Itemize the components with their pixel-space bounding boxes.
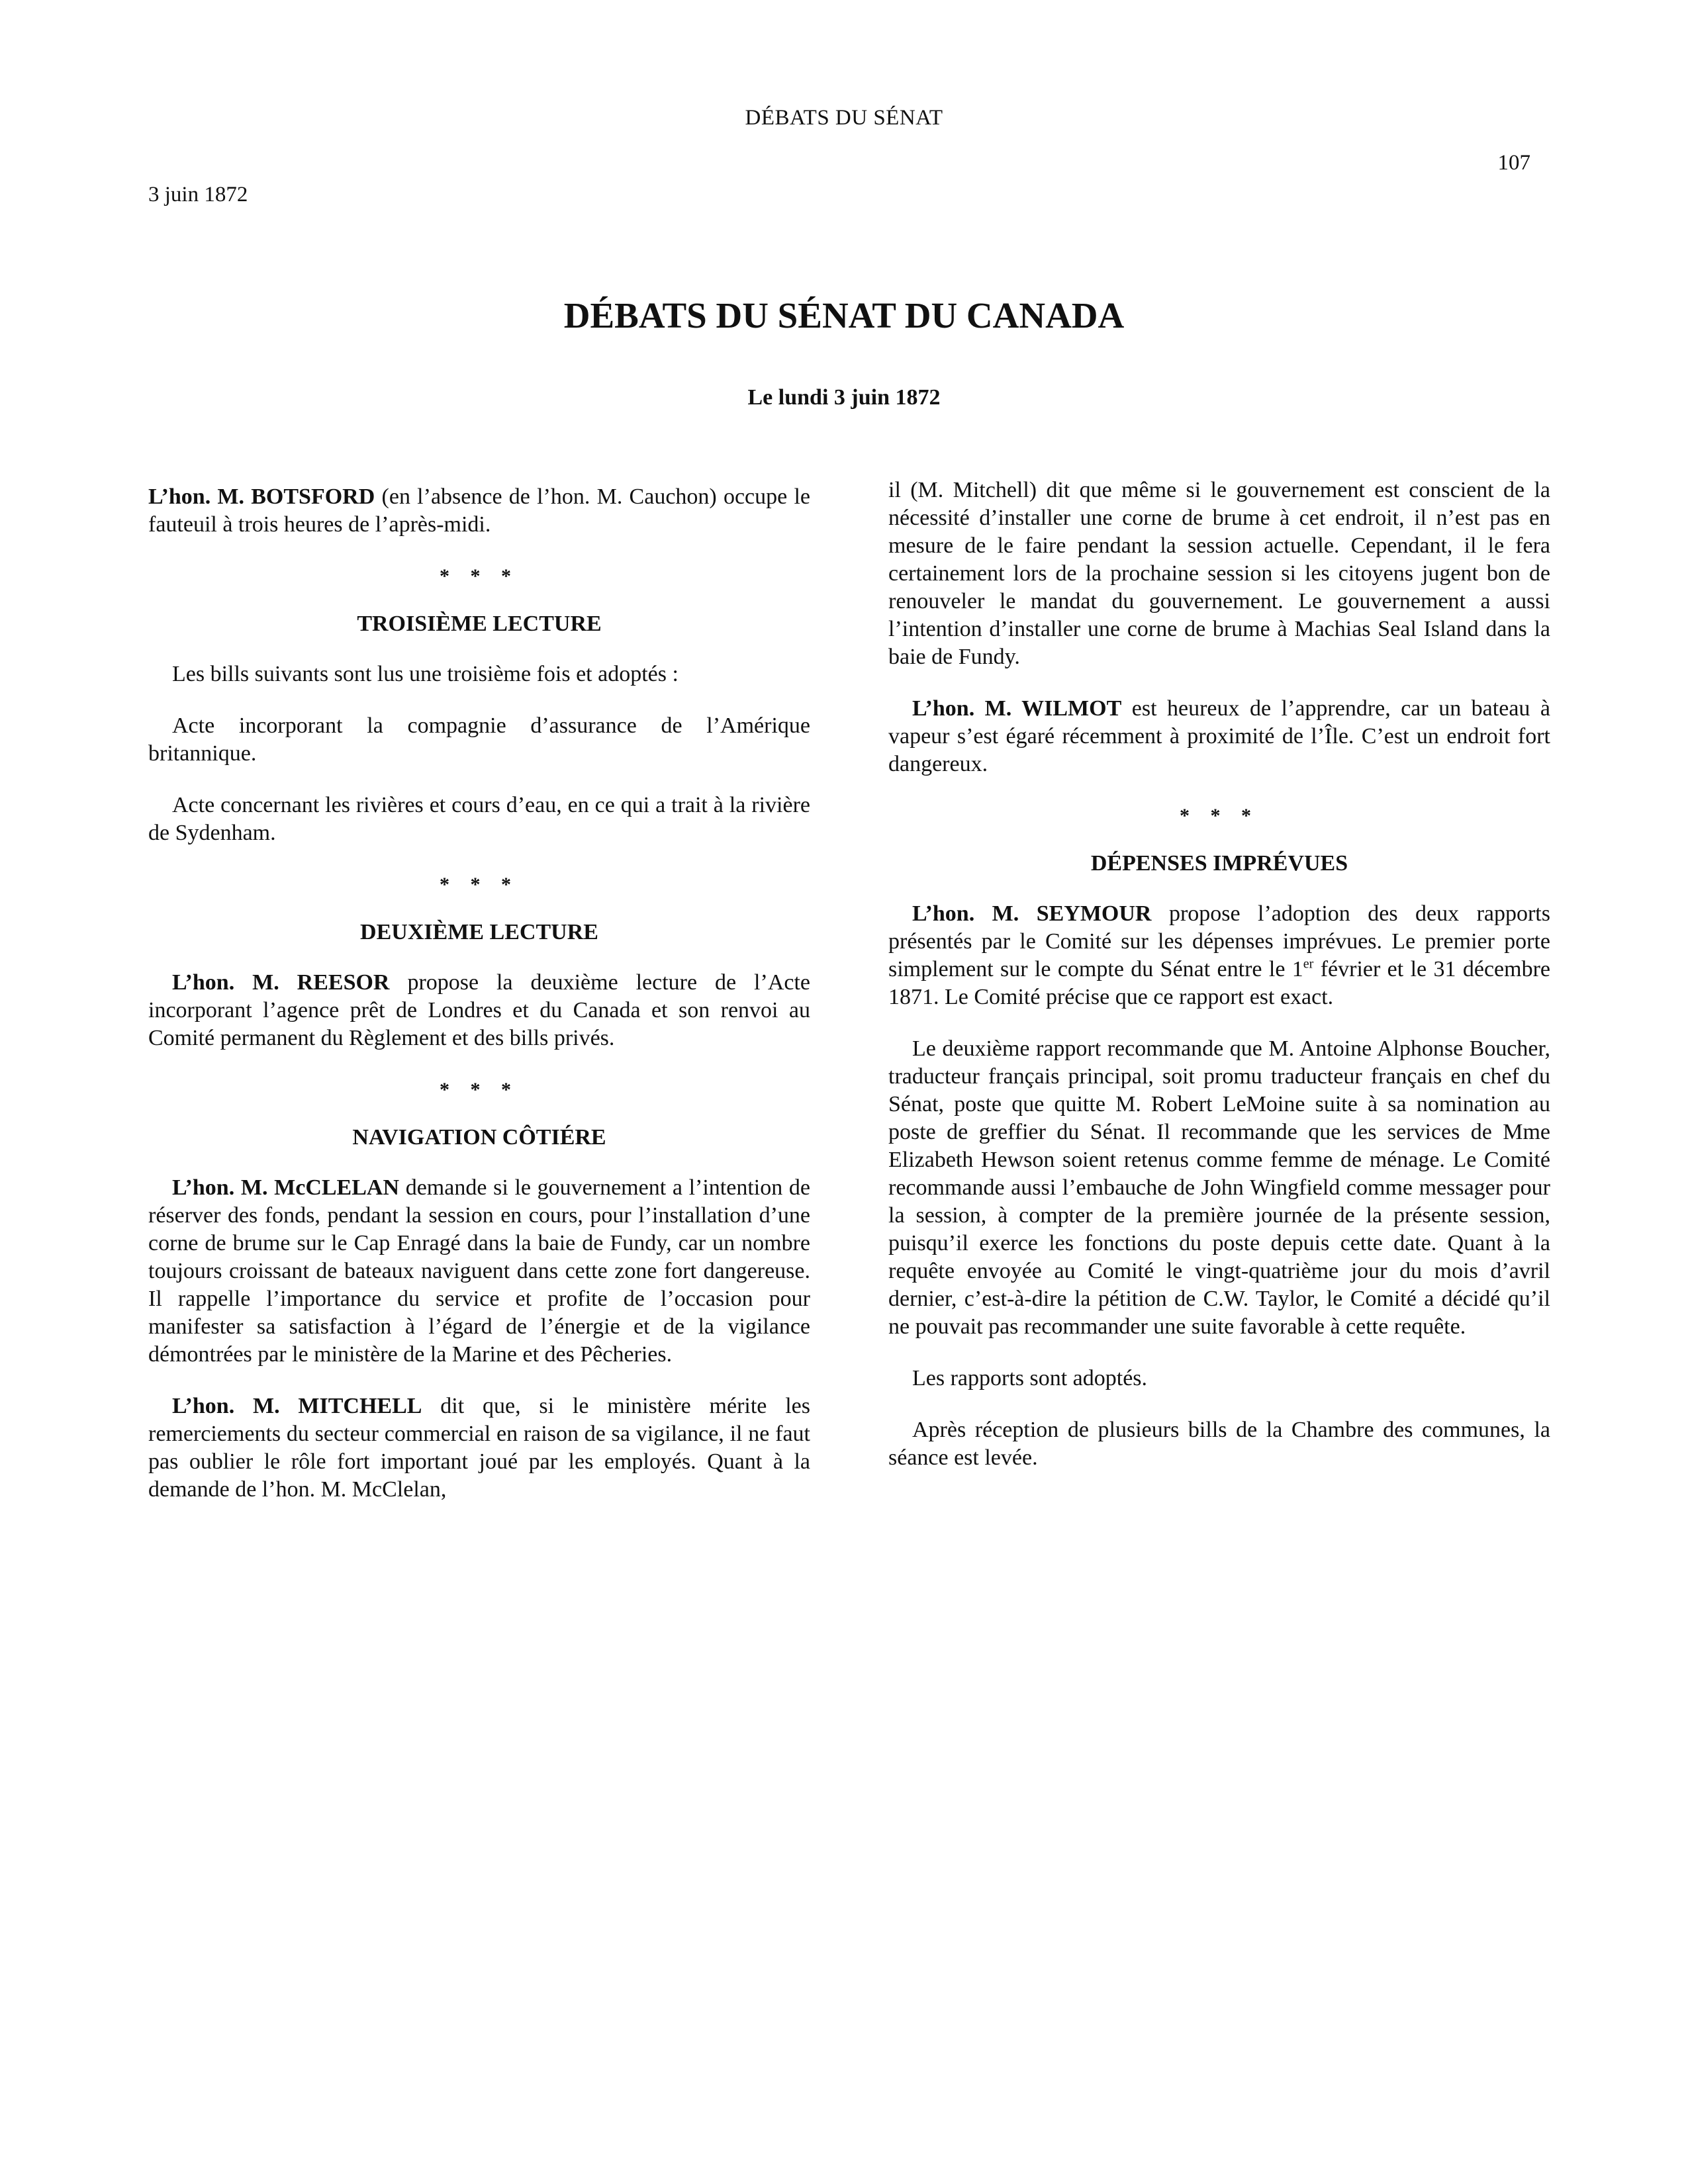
speaker-name: L’hon. M. BOTSFORD bbox=[148, 484, 375, 509]
paragraph bbox=[148, 1392, 810, 1504]
section-heading: DEUXIÈME LECTURE bbox=[360, 920, 598, 944]
paragraph-text: dit que, si le ministère mérite les remerciements du secteur commercial en raison de sa vigilance, il ne faut pas oublier le rôle fort important joué par les employés. Quant à la demande de l’hon. M. McClelan, bbox=[148, 1394, 810, 1502]
paragraph bbox=[148, 483, 810, 539]
left-column bbox=[148, 483, 810, 1527]
running-head: DÉBATS DU SÉNAT bbox=[745, 106, 943, 130]
paragraph bbox=[888, 900, 1550, 1011]
speaker-name: L’hon. M. WILMOT bbox=[912, 696, 1122, 721]
paragraph-text: est heureux de l’apprendre, car un bateau à vapeur s’est égaré récemment à proximité de l’Île. C’est un endroit fort dangereux. bbox=[888, 696, 1550, 776]
paragraph: Les rapports sont adoptés. bbox=[912, 1366, 1148, 1390]
paragraph: Après réception de plusieurs bills de la Chambre des communes, la séance est levée. bbox=[888, 1418, 1550, 1470]
paragraph-text: (en l’absence de l’hon. M. Cauchon) occupe le fauteuil à trois heures de l’après-midi. bbox=[148, 484, 811, 537]
section-heading: DÉPENSES IMPRÉVUES bbox=[1090, 851, 1348, 876]
speaker-name: L’hon. M. MITCHELL bbox=[172, 1394, 422, 1418]
paragraph-text: février et le 31 décembre 1871. Le Comité précise que ce rapport est exact. bbox=[888, 957, 1550, 1009]
paragraph: Les bills suivants sont lus une troisième fois et adoptés : bbox=[172, 662, 679, 686]
paragraph: Acte incorporant la compagnie d’assurance de l’Amérique britannique. bbox=[148, 713, 810, 766]
paragraph: Acte concernant les rivières et cours d’eau, en ce qui a trait à la rivière de Sydenham. bbox=[148, 793, 810, 845]
section-separator: * * * bbox=[440, 565, 519, 587]
sitting-date: Le lundi 3 juin 1872 bbox=[747, 385, 941, 410]
section-heading: NAVIGATION CÔTIÉRE bbox=[352, 1125, 606, 1150]
paragraph-text: propose la deuxième lecture de l’Acte incorporant l’agence prêt de Londres et du Canada et son renvoi au Comité permanent du Règlement et des bills privés. bbox=[148, 970, 811, 1050]
speaker-name: L’hon. M. SEYMOUR bbox=[912, 901, 1152, 926]
paragraph bbox=[148, 1174, 810, 1369]
paragraph-text: propose l’adoption des deux rapports présentés par le Comité sur les dépenses imprévues. Le premier porte simplement sur le compte du Sénat entre le 1 bbox=[888, 901, 1550, 981]
paragraph bbox=[148, 969, 810, 1052]
section-separator: * * * bbox=[440, 874, 519, 895]
speaker-name: L’hon. M. REESOR bbox=[172, 970, 390, 995]
section-separator: * * * bbox=[1180, 805, 1259, 827]
paragraph: il (M. Mitchell) dit que même si le gouvernement est conscient de la nécessité d’installer une corne de brume à cet endroit, il n’est pas en mesure de le faire pendant la session actuelle. Cependant, il le fera certainement lors de la prochaine session si les citoyens jugent bon de renouveler le mandat du gouvernement. Le gouvernement a aussi l’intention d’installer une corne de brume à Machias Seal Island dans la baie de Fundy. bbox=[888, 478, 1550, 669]
section-heading: TROISIÈME LECTURE bbox=[357, 612, 602, 636]
document-title: DÉBATS DU SÉNAT DU CANADA bbox=[563, 295, 1125, 336]
paragraph: Le deuxième rapport recommande que M. Antoine Alphonse Boucher, traducteur français principal, soit promu traducteur français en chef du Sénat, poste que quitte M. Robert LeMoine suite à sa nomination au poste de greffier du Sénat. Il recommande que les services de Mme Elizabeth Hewson soient retenus comme femme de ménage. Le Comité recommande aussi l’embauche de John Wingfield comme messager pour la session, à compter de la première journée de la présente session, puisqu’il exerce les fonctions du poste depuis cette date. Quant à la requête envoyée au Comité le vingt-quatrième jour du mois d’avril dernier, c’est-à-dire la pétition de C.W. Taylor, le Comité a décidé qu’il ne pouvait pas recommander une suite favorable à cette requête. bbox=[888, 1036, 1550, 1339]
superscript: er bbox=[1303, 956, 1314, 972]
page-date: 3 juin 1872 bbox=[148, 183, 248, 206]
right-column bbox=[888, 477, 1550, 1496]
paragraph bbox=[888, 695, 1550, 778]
section-separator: * * * bbox=[440, 1079, 519, 1101]
paragraph-text: demande si le gouvernement a l’intention de réserver des fonds, pendant la session en cours, pour l’installation d’une corne de brume sur le Cap Enragé dans la baie de Fundy, car un nombre toujours croissant de bateaux naviguent dans cette zone fort dangereuse. Il rappelle l’importance du service et profite de l’occasion pour manifester sa satisfaction à l’égard de l’énergie et de la vigilance démontrées par le ministère de la Marine et des Pêcheries. bbox=[148, 1175, 810, 1367]
speaker-name: L’hon. M. McCLELAN bbox=[172, 1175, 400, 1200]
page-number: 107 bbox=[1497, 151, 1530, 175]
